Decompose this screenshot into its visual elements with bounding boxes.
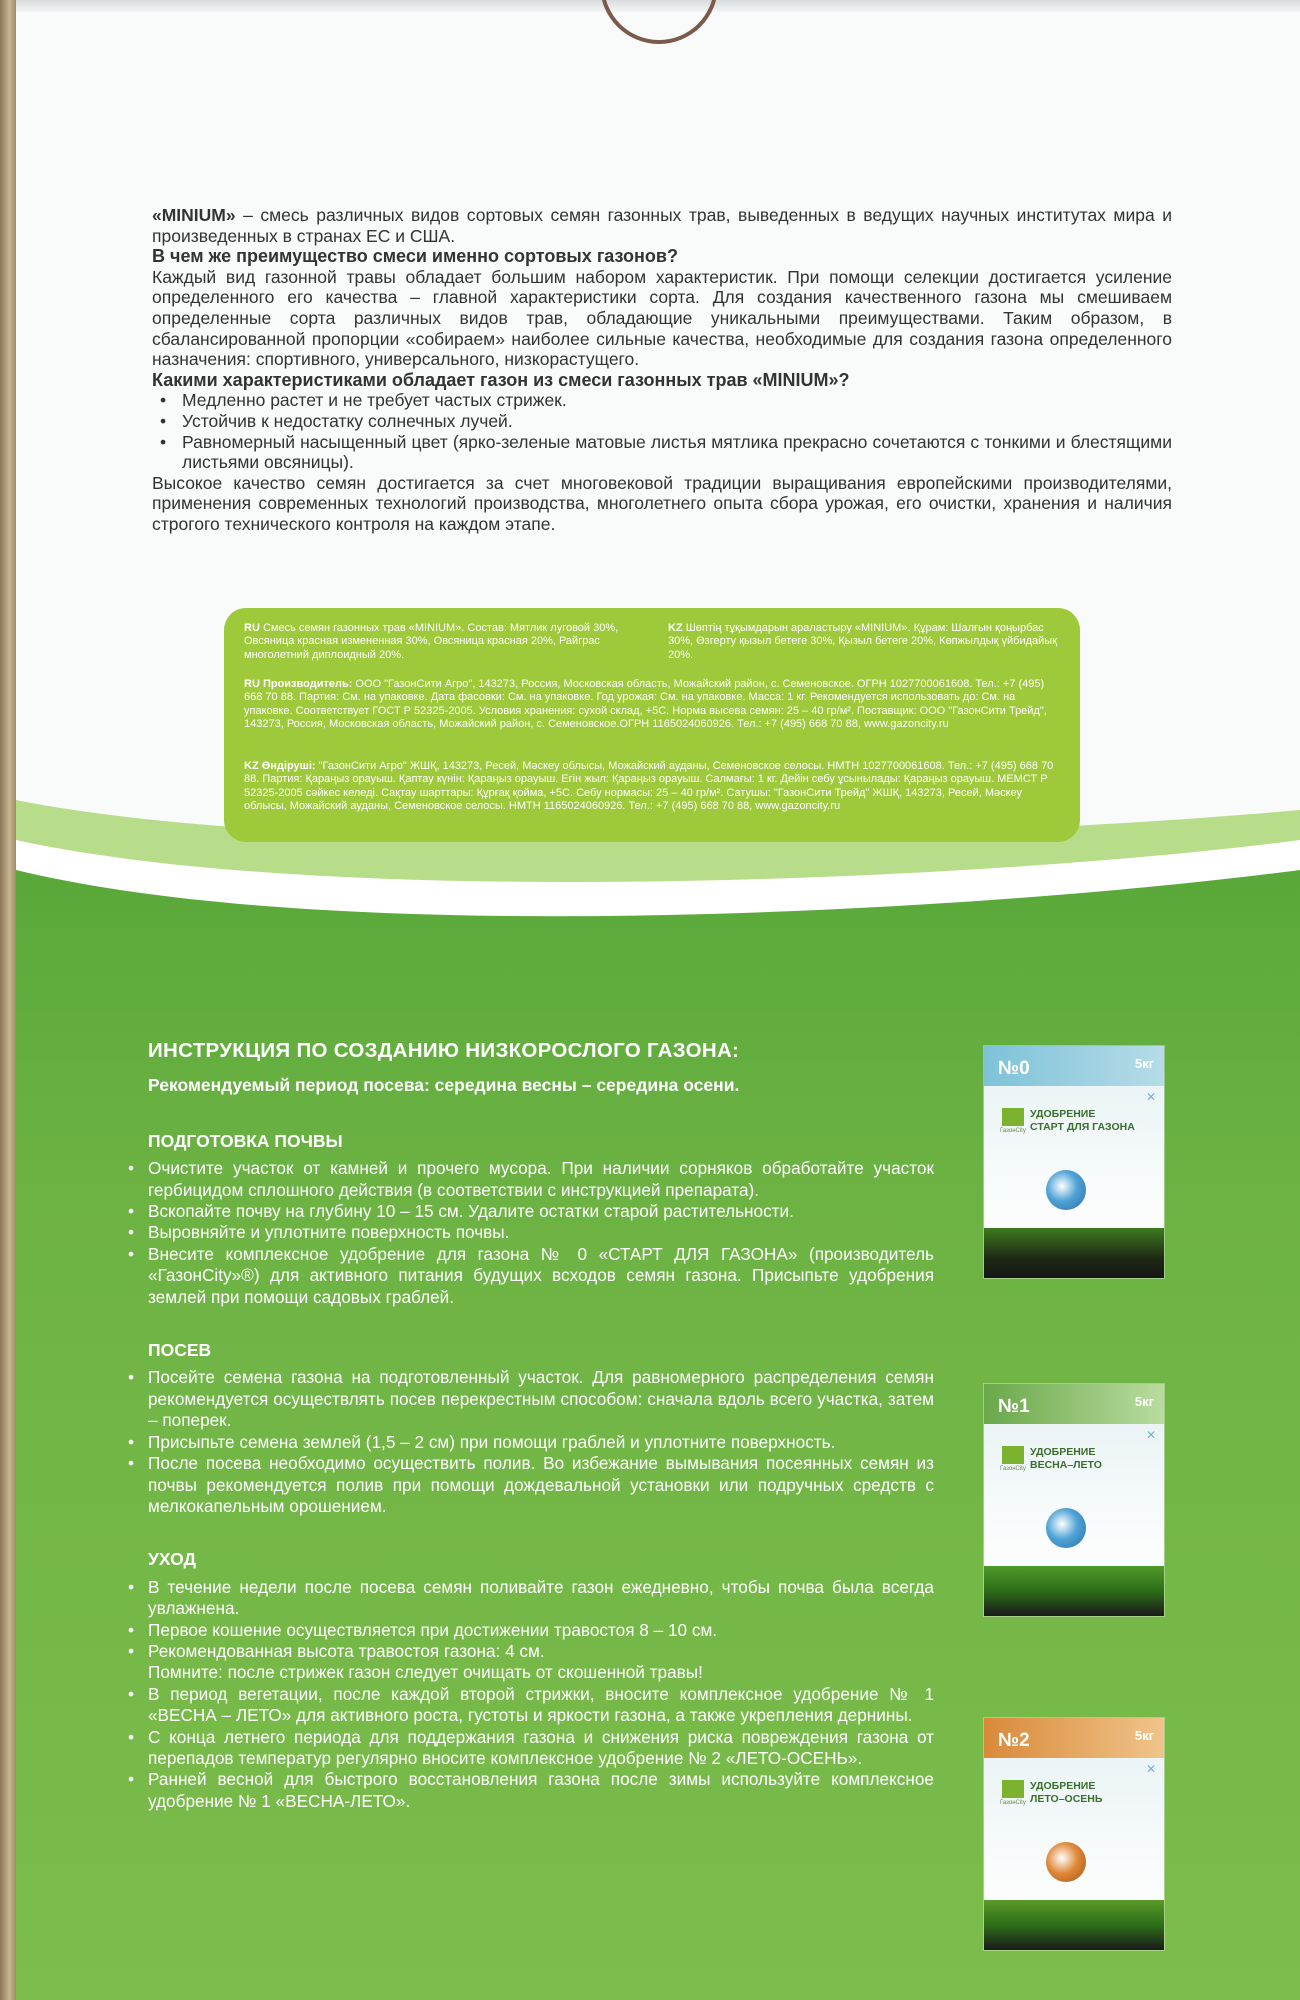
section-heading-soil: ПОДГОТОВКА ПОЧВЫ	[148, 1130, 343, 1151]
feature-item: • Равномерный насыщенный цвет (ярко-зеленые матовые листья мятлика прекрасно сочетаются с тонкими и блестящими листьями овсяницы).	[152, 432, 1172, 473]
step-item: • После посева необходимо осуществить полив. Во избежание вымывания посеянных семян из почвы рекомендуется полив при помощи дождевальной установки или подручных средств с мелкокапельным орошением.	[148, 1453, 934, 1517]
soil-illustration	[984, 1228, 1164, 1278]
step-item: • В период вегетации, после каждой второй стрижки, вносите комплексное удобрение № 1 «ВЕСНА – ЛЕТО» для активного роста, густоты и яркости газона, а также укрепления дернины.	[148, 1684, 934, 1727]
pack-subtitle: ВЕСНА–ЛЕТО	[1030, 1459, 1102, 1471]
pack-number: №2	[998, 1730, 1030, 1751]
intro-text	[152, 205, 1172, 535]
step-item: • Посейте семена газона на подготовленный участок. Для равномерного распределения семян рекомендуется осуществлять посев перекрестным способом: сначала вдоль всего участка, затем – поперек.	[148, 1367, 934, 1431]
pack-weight: 5кг	[1134, 1728, 1154, 1743]
question-2: Какими характеристиками обладает газон из смеси газонных трав «MINIUM»?	[152, 369, 850, 390]
pack-title: УДОБРЕНИЕ	[1030, 1780, 1096, 1792]
fertilizer-pack-0	[984, 1046, 1164, 1278]
brand-logo-icon	[1002, 1108, 1024, 1126]
step-item: • В течение недели после посева семян поливайте газон ежедневно, чтобы почва была всегда увлажнена.	[148, 1577, 934, 1620]
feature-item: • Медленно растет и не требует частых стрижек.	[152, 390, 1172, 411]
composition-kz: KZ Шөптің тұқымдарын араластыру «MINIUM». Құрам: Шалғын қоңырбас 30%, Өзгерту қызыл бетеге 30%, Қызыл бетеге 20%, Көпжылдық үйбидайық 20%.	[668, 622, 1058, 661]
step-item: • Очистите участок от камней и прочего мусора. При наличии сорняков обработайте участок гербицидом сплошного действия (в соответствии с инструкцией препарата).	[148, 1158, 934, 1201]
close-icon: ✕	[1145, 1428, 1156, 1442]
step-item: • Выровняйте и уплотните поверхность почвы.	[148, 1222, 934, 1243]
producer-ru: RU Производитель: ООО "ГазонСити Агро", 143273, Россия, Московская область, Можайский район, с. Семеновское. ОГРН 1027700061608. Тел.: +7 (495) 668 70 88. Партия: См. на упаковке. Дата фасовки: См. на упаковке. Год урожая: См. на упаковке. Масса: 1 кг. Рекомендуется использовать до: См. на упаковке. Соответствует ГОСТ Р 52325-2005. Условия хранения: сухой склад, +5С. Норма высева семян: 25 – 40 гр/м². Поставщик: ООО "ГазонСити Трейд", 143273, Россия, Московская область, Можайский район, с. Семеновское.ОГРН 1165024060926. Тел.: +7 (495) 668 70 88, www.gazoncity.ru	[244, 678, 1047, 731]
intro-paragraph-1: «MINIUM» – смесь различных видов сортовых семян газонных трав, выведенных в ведущих научных институтах мира и произведенных в странах ЕС и США.	[152, 205, 1172, 246]
care-steps	[148, 1577, 934, 1812]
brand-logo-icon	[1002, 1780, 1024, 1798]
fertilizer-granule-icon	[1046, 1508, 1086, 1548]
step-item: • Ранней весной для быстрого восстановления газона после зимы используйте комплексное удобрение № 1 «ВЕСНА-ЛЕТО».	[148, 1769, 934, 1812]
sowing-period: Рекомендуемый период посева: середина весны – середина осени.	[148, 1075, 740, 1096]
producer-kz: KZ Өндіруші: "ГазонСити Агро" ЖШҚ, 143273, Ресей, Мәскеу облысы, Можайский ауданы, Семеновское селосы. НМТН 1027700061608. Тел.: +7 (495) 668 70 88. Партия: Қараңыз орауыш. Қаптау күнін: Қараңыз орауыш. Егін жыл: Қараңыз орауыш. Салмағы: 1 кг. Дейін себу ұсынылады: Қараңыз орауыш. МЕМСТ Р 52325-2005 сәйкес келеді. Сақтау шарттары: Құрғақ қойма, +5С. Себу нормасы: 25 – 40 гр/м². Сатушы: "ГазонСити Трейд" ЖШҚ, 143273, Ресей, Мәскеу облысы, Можайский ауданы, Семеновское селосы. НМТН 1165024060926. Тел.: +7 (495) 668 70 88, www.gazoncity.ru	[244, 760, 1054, 813]
close-icon: ✕	[1145, 1762, 1156, 1776]
fertilizer-pack-1	[984, 1384, 1164, 1616]
fertilizer-granule-icon	[1046, 1170, 1086, 1210]
soil-steps	[148, 1158, 934, 1308]
step-item: • С конца летнего периода для поддержания газона и снижения риска повреждения газона от перепадов температур регулярно вносите комплексное удобрение № 2 «ЛЕТО-ОСЕНЬ».	[148, 1727, 934, 1770]
composition-ru: RU Смесь семян газонных трав «MINIUM». Состав: Мятлик луговой 30%, Овсяница красная измененная 30%, Овсяница красная 20%, Райграс многолетний диплоидный 20%.	[244, 622, 619, 661]
product-info-panel	[224, 608, 1080, 842]
fertilizer-pack-2	[984, 1718, 1164, 1950]
pack-subtitle: ЛЕТО–ОСЕНЬ	[1030, 1793, 1103, 1805]
section-heading-care: УХОД	[148, 1549, 196, 1570]
fertilizer-granule-icon	[1046, 1842, 1086, 1882]
pack-weight: 5кг	[1134, 1056, 1154, 1071]
intro-paragraph-2: Каждый вид газонной травы обладает большим набором характеристик. При помощи селекции достигается усиление определенного его качества – главной характеристики сорта. Для создания качественного газона мы смешиваем определенные сорта различных видов трав, обладающие уникальными преимуществами. Таким образом, в сбалансированной пропорции «собираем» наиболее сильные качества, необходимые для создания газона определенного назначения: спортивного, универсального, низкорастущего.	[152, 266, 1172, 370]
sowing-steps	[148, 1367, 934, 1517]
step-item: • Присыпьте семена землей (1,5 – 2 см) при помощи граблей и уплотните поверхность.	[148, 1432, 934, 1453]
grass-illustration	[984, 1900, 1164, 1950]
pack-title: УДОБРЕНИЕ	[1030, 1108, 1096, 1120]
pack-title: УДОБРЕНИЕ	[1030, 1446, 1096, 1458]
pack-number: №0	[998, 1058, 1030, 1079]
pack-subtitle: СТАРТ ДЛЯ ГАЗОНА	[1030, 1121, 1135, 1133]
pack-number: №1	[998, 1396, 1030, 1417]
step-note: Помните: после стрижек газон следует очищать от скошенной травы!	[148, 1662, 703, 1683]
intro-paragraph-3: Высокое качество семян достигается за счет многовековой традиции выращивания европейскими производителями, применения современных технологий производства, многолетнего опыта сбора урожая, его очистки, хранения и наличия строгого технического контроля на каждом этапе.	[152, 472, 1172, 534]
step-item: • Первое кошение осуществляется при достижении травостоя 8 – 10 см.	[148, 1620, 934, 1641]
brand-logo-icon	[1002, 1446, 1024, 1464]
instructions	[148, 1040, 934, 1812]
step-item: • Внесите комплексное удобрение для газона № 0 «СТАРТ ДЛЯ ГАЗОНА» (производитель «ГазонCity»®) для активного питания будущих всходов семян газона. Присыпьте удобрения землей при помощи садовых граблей.	[148, 1244, 934, 1308]
question-1: В чем же преимущество смеси именно сортовых газонов?	[152, 246, 678, 267]
brand-logo-text: ГазонCity	[1000, 1466, 1026, 1472]
feature-item: • Устойчив к недостатку солнечных лучей.	[152, 411, 1172, 432]
brand-logo-text: ГазонCity	[1000, 1800, 1026, 1806]
cardboard-edge	[0, 0, 16, 2000]
brand-logo-text: ГазонCity	[1000, 1128, 1026, 1134]
step-item: • Вскопайте почву на глубину 10 – 15 см. Удалите остатки старой растительности.	[148, 1201, 934, 1222]
close-icon: ✕	[1145, 1090, 1156, 1104]
step-item: • Рекомендованная высота травостоя газона: 4 см.	[148, 1641, 934, 1662]
brand-name: «MINIUM»	[152, 205, 236, 225]
pack-weight: 5кг	[1134, 1394, 1154, 1409]
feature-list	[152, 390, 1172, 472]
section-heading-sowing: ПОСЕВ	[148, 1340, 212, 1361]
instructions-title: ИНСТРУКЦИЯ ПО СОЗДАНИЮ НИЗКОРОСЛОГО ГАЗОНА:	[148, 1039, 740, 1062]
grass-illustration	[984, 1566, 1164, 1616]
